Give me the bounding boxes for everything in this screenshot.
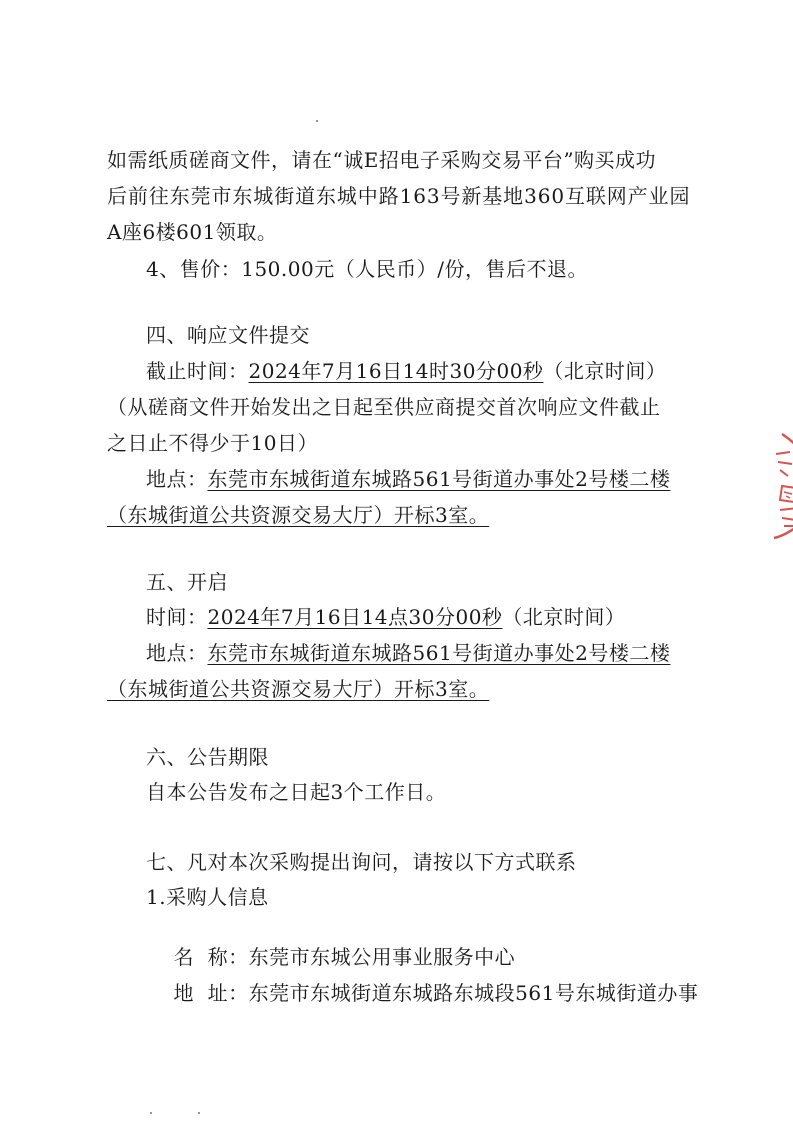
purchase-paragraph-line-3: A座6楼601领取。 — [107, 220, 278, 244]
section-4-heading: 四、响应文件提交 — [146, 323, 310, 347]
seal-stamp-icon — [760, 430, 793, 550]
section-6-heading: 六、公告期限 — [146, 745, 269, 769]
opening-location-line-1 — [146, 641, 670, 665]
purchaser-info-heading: 1.采购人信息 — [146, 885, 269, 909]
section-5-heading: 五、开启 — [146, 570, 228, 594]
scan-speck — [316, 120, 318, 122]
submission-location-label: 地点： — [146, 467, 208, 491]
deadline-line — [146, 359, 666, 383]
deadline-value: 2024年7月16日14时30分00秒 — [248, 359, 544, 383]
scan-speck-bottom-1 — [150, 1112, 152, 1114]
announcement-period: 自本公告发布之日起3个工作日。 — [146, 780, 447, 804]
submission-location-value-1: 东莞市东城街道东城路561号街道办事处2号楼二楼 — [207, 467, 671, 491]
price-line: 4、售价：150.00元（人民币）/份，售后不退。 — [146, 257, 588, 281]
purchase-paragraph-line-1 — [107, 148, 695, 172]
opening-time-line — [146, 605, 625, 629]
purchaser-address-label: 地 址： — [173, 981, 249, 1005]
deadline-note-line-1: （从磋商文件开始发出之日起至供应商提交首次响应文件截止 — [107, 395, 661, 419]
submission-location-line-1 — [146, 467, 670, 491]
deadline-note: （北京时间） — [543, 359, 667, 383]
deadline-label: 截止时间： — [146, 359, 249, 383]
purchase-paragraph-line-2: 后前往东莞市东城街道东城中路163号新基地360互联网产业园 — [107, 184, 691, 208]
scan-speck-bottom-2 — [198, 1112, 200, 1114]
opening-time-label: 时间： — [146, 605, 208, 629]
opening-location-label: 地点： — [146, 641, 208, 665]
purchaser-name-value: 东莞市东城公用事业服务中心 — [248, 945, 516, 969]
purchaser-name-label: 名 称： — [173, 945, 249, 969]
purchase-text-1: 如需纸质磋商文件，请在“诚E招电子采购交易平台”购买成功 — [107, 148, 657, 172]
opening-location-value-1: 东莞市东城街道东城路561号街道办事处2号楼二楼 — [207, 641, 671, 665]
purchaser-address-value: 东莞市东城街道东城路东城段561号东城街道办事 — [248, 981, 699, 1005]
deadline-note-line-2: 之日止不得少于10日） — [107, 431, 318, 455]
submission-location-line-2: （东城街道公共资源交易大厅）开标3室。 — [107, 503, 490, 527]
opening-location-line-2: （东城街道公共资源交易大厅）开标3室。 — [107, 677, 490, 701]
section-7-heading: 七、凡对本次采购提出询问，请按以下方式联系 — [146, 850, 577, 874]
opening-time-value: 2024年7月16日14点30分00秒 — [207, 605, 503, 629]
purchaser-address-line — [146, 957, 698, 1029]
opening-time-note: （北京时间） — [502, 605, 626, 629]
